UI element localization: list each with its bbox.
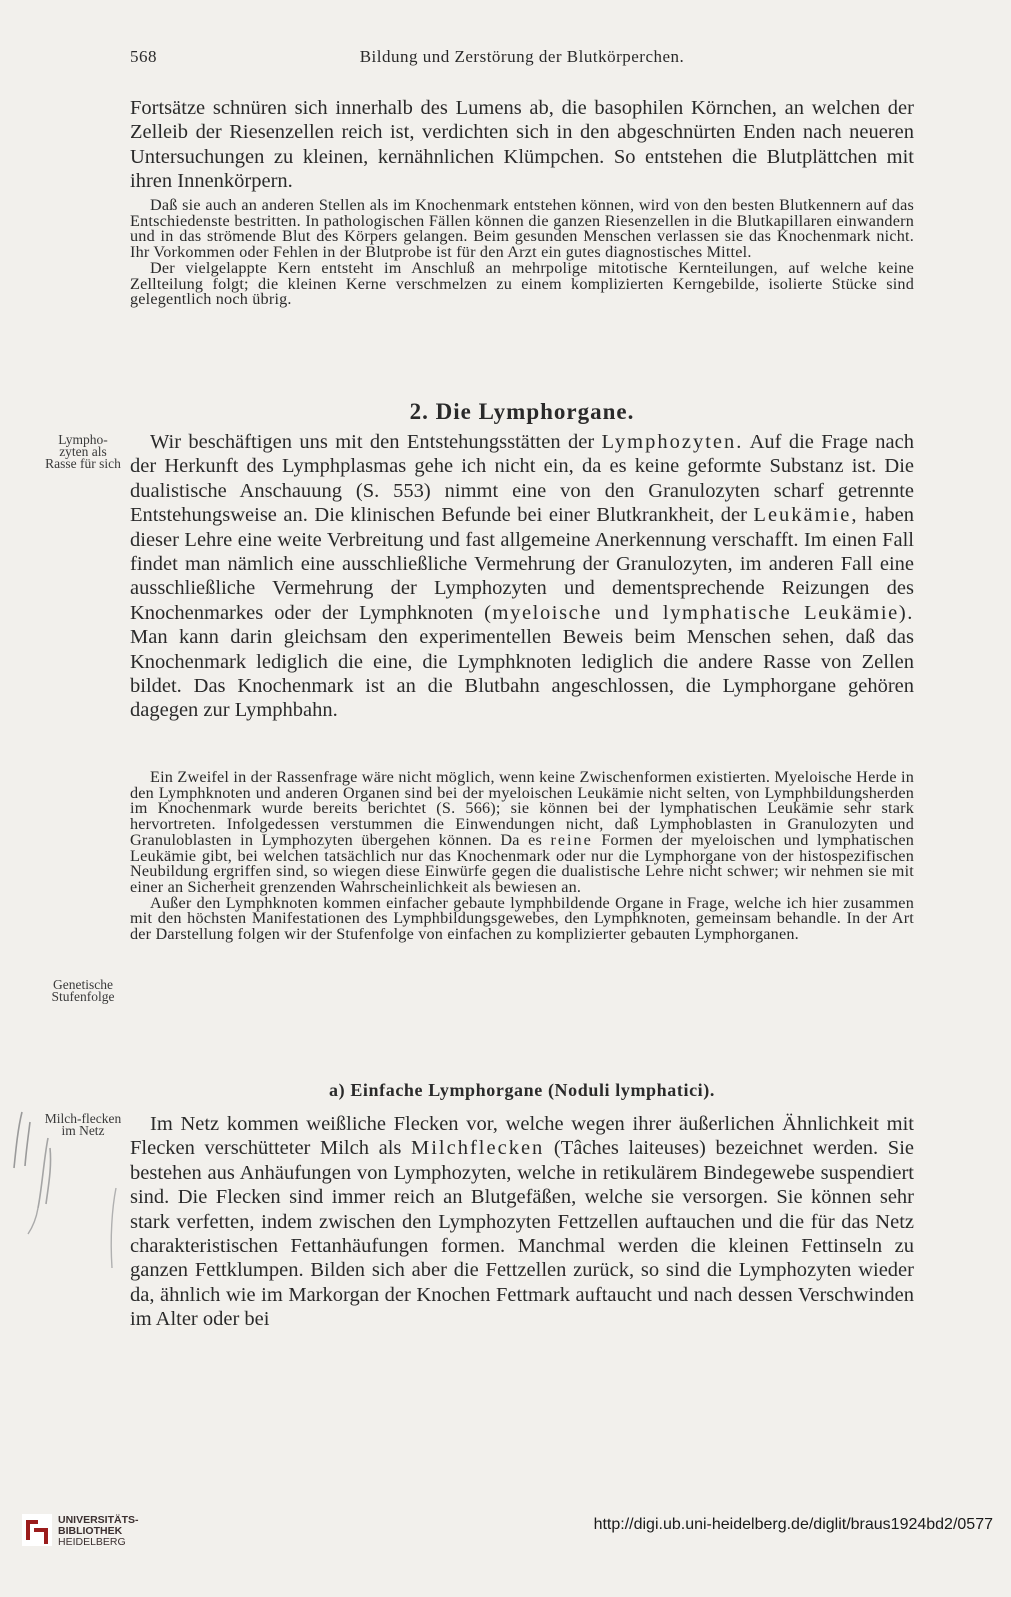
small-3-text-a: Ein Zweifel in der Rassenfrage wäre nicht möglich, wenn keine Zwischenformen existierten. Myeloische Herde in den Lymphknoten und anderen Organen sind bei der myeloischen Leukämie nicht selten, von Lymphbildungsherden im Knochenmark wurde bereits berichtet (S. 566); sie können bei der lymphatischen Leukämie sehr stark hervortreten. Infolgedessen verstummen die Einwendungen nicht, daß Lymphoblasten in Granulozyten und Granuloblasten in Lymphozyten übergehen können. Da es: [130, 768, 914, 849]
term-reine: reine: [550, 830, 593, 849]
subsection-heading: a) Einfache Lymphorgane (Noduli lymphatici).: [329, 1080, 715, 1100]
running-title: Bildung und Zerstörung der Blutkörperchen.: [359, 47, 685, 66]
source-url-link[interactable]: http://digi.ub.uni-heidelberg.de/diglit/braus1924bd2/0577: [593, 1516, 993, 1533]
intro-paragraph: Fortsätze schnüren sich innerhalb des Lumens ab, die basophilen Körnchen, an welchen der Zelleib der Riesenzellen reich ist, verdichten sich in den abgeschnürten Enden nach neueren Untersuchungen zu kleinen, kernähnlichen Klümpchen. So entstehen die Blutplättchen mit ihren Innenkörpern.: [130, 97, 914, 193]
section-small-print: [130, 770, 914, 943]
section-heading: 2. Die Lymphorgane.: [409, 399, 635, 424]
logo-line-3: HEIDELBERG: [58, 1536, 126, 1548]
p1-text-a: Auf die Frage nach der Herkunft des Lymphplasmas gehe ich nicht ein, da es keine geformte Substanz ist. Die dualistische Anschauung (S. 553) nimmt eine von den Granulozyten scharf getrennte Entstehungsweise an. Die klinischen Befunde bei einer Blutkrankheit, der: [130, 431, 914, 527]
small-paragraph-1: Daß sie auch an anderen Stellen als im Knochenmark entstehen können, wird von den besten Blutkennern auf das Entschiedenste bestritten. In pathologischen Fällen können die ganzen Riesenzellen in die Blutkapillaren einwandern und in das strömende Blut des Körpers gelangen. Beim gesunden Menschen verlassen sie das Knochenmark nicht. Ihr Vorkommen oder Fehlen in der Blutprobe ist für den Arzt ein gutes diagnostisches Mittel.: [130, 196, 914, 262]
term-leukaemie: Leukämie,: [753, 504, 859, 527]
margin-note-stufenfolge: Genetische Stufenfolge: [51, 977, 115, 1004]
library-logo-icon: [22, 1514, 52, 1546]
page-number: 568: [130, 47, 157, 66]
small-paragraph-2: Der vielgelappte Kern entsteht im Anschluß an mehrpolige mitotische Kernteilungen, auf welche keine Zellteilung folgt; die kleinen Kerne verschmelzen zu einem komplizierten Kerngebilde, isolierte Stücke sind gelegentlich noch übrig.: [130, 258, 914, 309]
subsection-paragraph: [130, 1112, 914, 1332]
p1-text-b: haben dieser Lehre eine weite Verbreitung und fast allgemeine Anerkennung verschafft. Im einen Fall findet man nämlich eine ausschließliche Vermehrung der Granulozyten, im anderen Fall eine ausschließliche Vermehrung der Lymphozyten und dementsprechende Reizungen des Knochenmarkes oder der Lymphknoten: [130, 504, 914, 624]
library-logo-text: [58, 1515, 139, 1548]
term-lymphozyten: Lymphozyten.: [601, 431, 744, 453]
logo-line-1: UNIVERSITÄTS-: [58, 1514, 139, 1526]
section-paragraph: [130, 430, 914, 723]
logo-line-2: BIBLIOTHEK: [58, 1525, 123, 1537]
p1-lead: Wir beschäftigen uns mit den Entstehungsstätten der: [150, 431, 602, 453]
p1-text-c: Man kann darin gleichsam den experimentellen Beweis beim Menschen sehen, daß das Knochenmark lediglich die eine, die Lymphknoten lediglich die andere Rasse von Zellen bildet. Das Knochenmark ist an die Blutbahn angeschlossen, die Lymphorgane gehören dagegen zur Lymphbahn.: [130, 626, 914, 722]
section-paragraph-block: [130, 430, 914, 723]
term-leukaemie-types: (myeloische und lymphatische Leukämie).: [484, 601, 915, 624]
p2-text-a: Im Netz kommen weißliche Flecken vor, welche wegen ihrer äußerlichen Ähnlichkeit mit Flecken verschütteter Milch als: [130, 1113, 914, 1160]
term-milchflecken: Milchflecken: [411, 1137, 545, 1160]
margin-note-lymphozyten: Lympho-zyten als Rasse für sich: [45, 432, 121, 471]
intro-small-print: [130, 198, 914, 308]
page-header: [130, 47, 914, 73]
p2-text-b: (Tâches laiteuses) bezeichnet werden. Sie bestehen aus Anhäufungen von Lymphozyten, welche in retikulärem Bindegewebe suspendiert sind. Die Flecken sind immer reich an Blutgefäßen, welche sie versorgen. Sie können sehr stark verfetten, indem zwischen den Lymphozyten Fettzellen auftauchen und die für das Netz charakteristischen Fettanhäufungen formen. Manchmal werden die kleinen Fettinseln zu ganzen Fettklumpen. Bilden sich aber die Fettzellen zurück, so sind die Lymphozyten wieder da, ähnlich wie im Markorgan der Knochen Fettmark auftaucht und nach dessen Verschwinden im Alter oder bei: [130, 1137, 914, 1331]
intro-paragraph-block: [130, 96, 914, 194]
small-paragraph-3: [130, 770, 914, 896]
margin-note-milchflecken: Milch-flecken im Netz: [44, 1111, 122, 1138]
small-3-text-b: Formen der myeloischen und lymphatischen Leukämie gibt, bei welchen tatsächlich nur das Knochenmark oder nur die Lymphorgane von der histospezifischen Neubildung ergriffen sind, so wiegen diese Einwürfe gegen die dualistische Lehre nicht schwer; wir nehmen sie mit einer an Sicherheit grenzenden Wahrscheinlichkeit als bewiesen an.: [130, 830, 914, 896]
pencil-marks: [8, 1108, 128, 1328]
small-paragraph-4: Außer den Lymphknoten kommen einfacher gebaute lymphbildende Organe in Frage, welche ich hier zusammen mit den höchsten Manifestationen des Lymphbildungsgewebes, den Lymphknoten, gemeinsam behandle. In der Art der Darstellung folgen wir der Stufenfolge von einfachen zu komplizierter gebauten Lymphorganen.: [130, 893, 914, 944]
subsection-paragraph-block: [130, 1112, 914, 1332]
